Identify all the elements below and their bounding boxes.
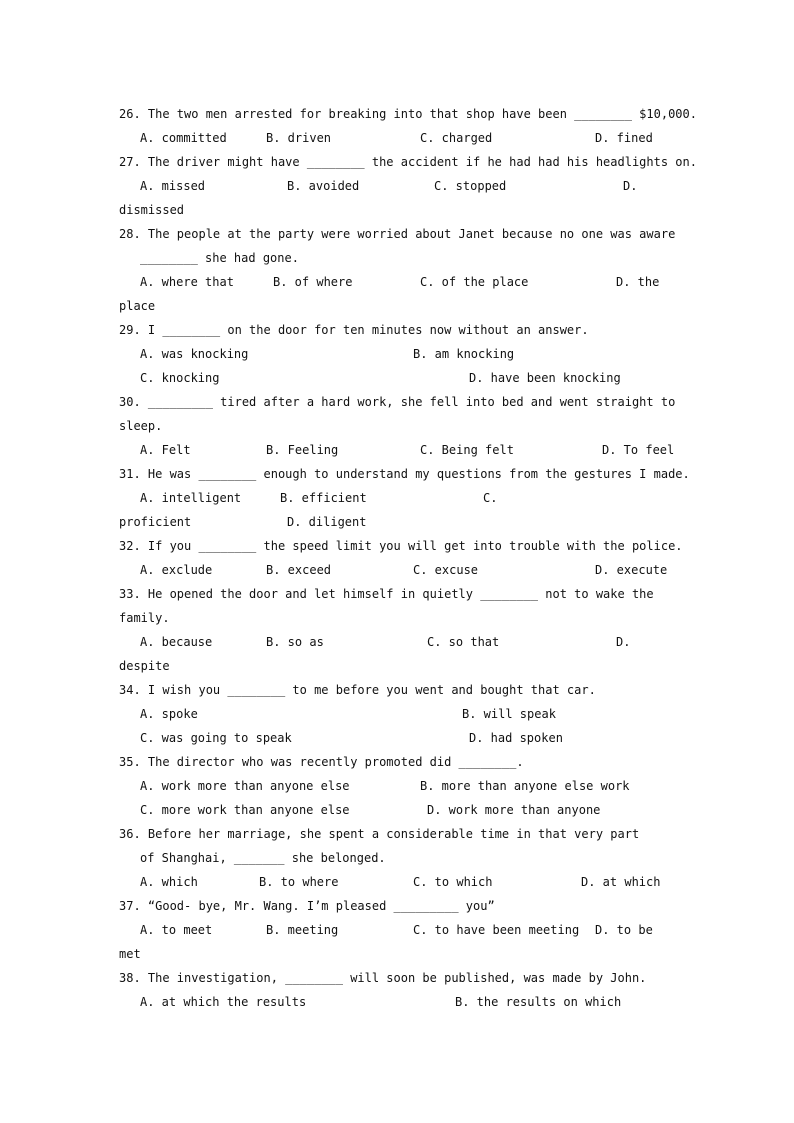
question-34-option-d: D. had spoken: [469, 731, 563, 745]
question-29-option-d: D. have been knocking: [469, 371, 621, 385]
question-28-option-d-text: place: [119, 299, 156, 313]
question-37-option-c: C. to have been meeting: [413, 923, 580, 937]
question-30-option-d: D. To feel: [602, 443, 675, 457]
question-36-option-b: B. to where: [259, 875, 339, 889]
question-31-option-a: A. intelligent: [140, 491, 242, 505]
question-35-stem: 35. The director who was recently promoted did ________.: [119, 755, 524, 769]
question-38-option-b: B. the results on which: [455, 995, 622, 1009]
question-36-option-c: C. to which: [413, 875, 493, 889]
question-28-option-c: C. of the place: [420, 275, 529, 289]
question-33-stem-continued: family.: [119, 611, 170, 625]
question-32-option-d: D. execute: [595, 563, 668, 577]
question-26-option-c: C. charged: [420, 131, 493, 145]
question-29-option-b: B. am knocking: [413, 347, 515, 361]
question-27-option-a: A. missed: [140, 179, 206, 193]
question-26-option-a: A. committed: [140, 131, 227, 145]
question-33-stem: 33. He opened the door and let himself in quietly ________ not to wake the: [119, 587, 654, 601]
question-30-stem: 30. _________ tired after a hard work, she fell into bed and went straight to: [119, 395, 676, 409]
question-26-stem: 26. The two men arrested for breaking into that shop have been ________ $10,000.: [119, 107, 697, 121]
question-31-option-b: B. efficient: [280, 491, 367, 505]
question-27-option-d-text: dismissed: [119, 203, 185, 217]
question-30-stem-continued: sleep.: [119, 419, 163, 433]
question-35-option-b: B. more than anyone else work: [420, 779, 630, 793]
question-32-option-a: A. exclude: [140, 563, 213, 577]
question-26-option-b: B. driven: [266, 131, 332, 145]
question-37-option-a: A. to meet: [140, 923, 213, 937]
question-33-option-a: A. because: [140, 635, 213, 649]
question-28-option-d-label: D. the: [616, 275, 660, 289]
question-28-option-b: B. of where: [273, 275, 353, 289]
question-34-option-b: B. will speak: [462, 707, 556, 721]
question-35-option-c: C. more work than anyone else: [140, 803, 350, 817]
question-33-option-b: B. so as: [266, 635, 324, 649]
question-36-option-d: D. at which: [581, 875, 661, 889]
question-36-option-a: A. which: [140, 875, 198, 889]
question-34-option-a: A. spoke: [140, 707, 198, 721]
question-36-stem-continued: of Shanghai, _______ she belonged.: [140, 851, 386, 865]
question-34-option-c: C. was going to speak: [140, 731, 292, 745]
question-26-option-d: D. fined: [595, 131, 653, 145]
question-32-option-b: B. exceed: [266, 563, 332, 577]
question-33-option-d-label: D.: [616, 635, 631, 649]
question-32-stem: 32. If you ________ the speed limit you will get into trouble with the police.: [119, 539, 683, 553]
question-35-option-d: D. work more than anyone: [427, 803, 601, 817]
question-35-option-a: A. work more than anyone else: [140, 779, 350, 793]
question-29-option-a: A. was knocking: [140, 347, 249, 361]
question-33-option-d-text: despite: [119, 659, 170, 673]
question-27-option-b: B. avoided: [287, 179, 360, 193]
question-38-option-a: A. at which the results: [140, 995, 307, 1009]
question-30-option-c: C. Being felt: [420, 443, 514, 457]
question-31-option-c-text: proficient: [119, 515, 192, 529]
question-31-option-d: D. diligent: [287, 515, 367, 529]
question-27-option-c: C. stopped: [434, 179, 507, 193]
question-28-option-a: A. where that: [140, 275, 234, 289]
question-37-option-d-label: D. to be: [595, 923, 653, 937]
question-29-stem: 29. I ________ on the door for ten minutes now without an answer.: [119, 323, 589, 337]
question-30-option-b: B. Feeling: [266, 443, 339, 457]
question-29-option-c: C. knocking: [140, 371, 220, 385]
question-28-stem-continued: ________ she had gone.: [140, 251, 299, 265]
question-34-stem: 34. I wish you ________ to me before you went and bought that car.: [119, 683, 596, 697]
question-27-stem: 27. The driver might have ________ the accident if he had had his headlights on.: [119, 155, 697, 169]
question-28-stem: 28. The people at the party were worried about Janet because no one was aware: [119, 227, 676, 241]
question-37-stem: 37. “Good- bye, Mr. Wang. I’m pleased _________ you”: [119, 899, 495, 913]
question-30-option-a: A. Felt: [140, 443, 191, 457]
question-31-stem: 31. He was ________ enough to understand my questions from the gestures I made.: [119, 467, 690, 481]
question-36-stem: 36. Before her marriage, she spent a considerable time in that very part: [119, 827, 640, 841]
question-37-option-d-text: met: [119, 947, 141, 961]
question-38-stem: 38. The investigation, ________ will soon be published, was made by John.: [119, 971, 647, 985]
question-32-option-c: C. excuse: [413, 563, 479, 577]
question-37-option-b: B. meeting: [266, 923, 339, 937]
question-31-option-c-label: C.: [483, 491, 498, 505]
question-33-option-c: C. so that: [427, 635, 500, 649]
question-27-option-d-label: D.: [623, 179, 638, 193]
